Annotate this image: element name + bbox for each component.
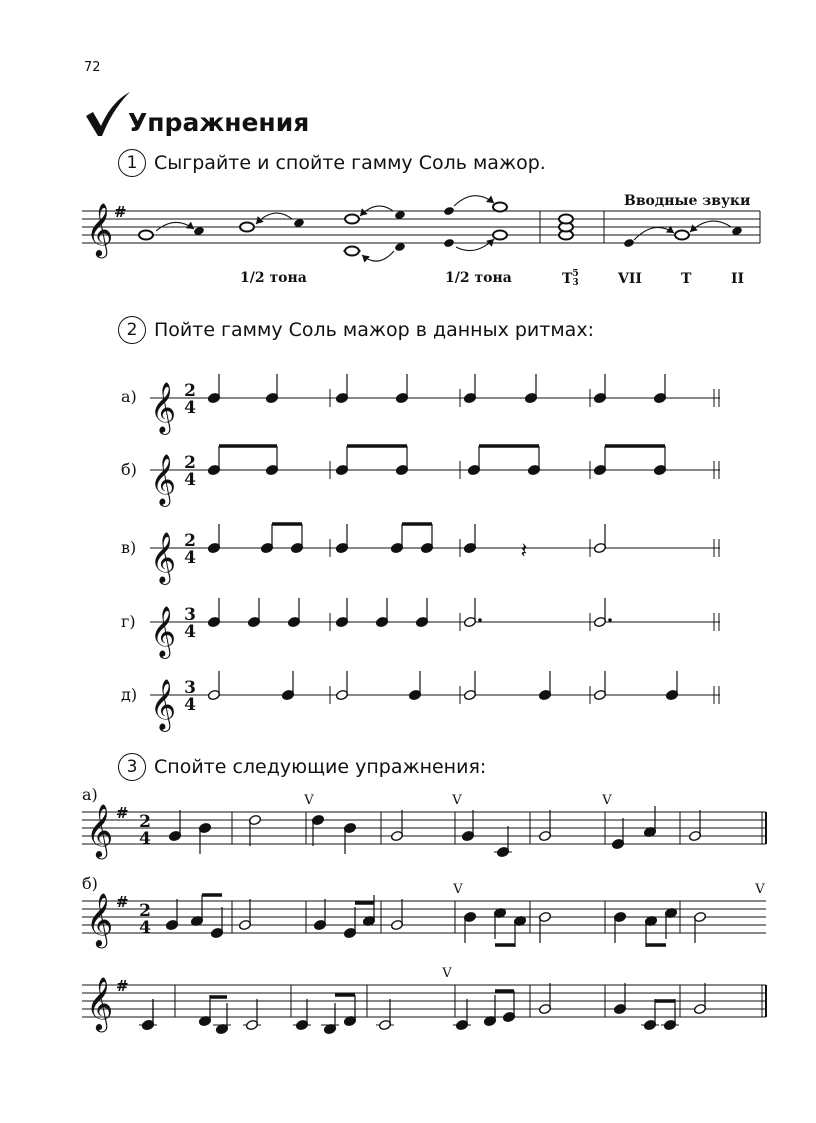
whole-note xyxy=(345,215,359,224)
treble-clef: 𝄞 xyxy=(150,679,177,730)
sharp-sign: # xyxy=(116,804,129,822)
tonic-triad-label: T5 3 xyxy=(562,269,579,288)
time-signature-top: 2 xyxy=(139,812,151,832)
time-signature-bottom: 4 xyxy=(184,622,196,642)
whole-note xyxy=(493,231,507,240)
task-text: Пойте гамму Соль мажор в данных ритмах: xyxy=(154,319,594,341)
breath-mark: V xyxy=(755,882,765,897)
task-text: Сыграйте и спойте гамму Соль мажор. xyxy=(154,152,546,174)
treble-clef: 𝄞 xyxy=(150,454,177,505)
arrow-head xyxy=(690,224,698,232)
whole-note xyxy=(493,203,507,212)
breath-mark: V xyxy=(304,793,314,808)
time-signature-top: 2 xyxy=(184,531,196,551)
degree-vii-label: VII xyxy=(618,271,642,287)
time-signature-bottom: 4 xyxy=(139,829,151,849)
sharp-sign: # xyxy=(116,893,129,911)
time-signature-bottom: 4 xyxy=(184,695,196,715)
task-number: 1 xyxy=(118,149,146,177)
treble-clef: 𝄞 xyxy=(86,202,114,256)
rhythm-row-label: а) xyxy=(121,387,137,406)
breath-mark: V xyxy=(452,793,462,808)
rhythm-row-label: б) xyxy=(121,460,137,479)
breath-mark: V xyxy=(442,966,452,981)
whole-note xyxy=(345,247,359,256)
whole-note xyxy=(240,223,254,232)
time-signature-bottom: 4 xyxy=(139,918,151,938)
exercise-label: а) xyxy=(82,785,98,804)
sharp-sign: # xyxy=(116,977,129,995)
rhythm-row-label: д) xyxy=(121,685,138,704)
degree-ii-label: II xyxy=(731,271,745,287)
degree-t-label: T xyxy=(681,271,692,287)
arrow-head xyxy=(360,208,368,216)
whole-note xyxy=(675,231,689,240)
treble-clef: 𝄞 xyxy=(86,803,114,857)
treble-clef: 𝄞 xyxy=(150,382,177,433)
rhythm-row-label: г) xyxy=(121,612,136,631)
small-note-head xyxy=(623,238,635,248)
arrow-head xyxy=(362,255,370,263)
treble-clef: 𝄞 xyxy=(86,892,114,946)
time-signature-top: 2 xyxy=(184,453,196,473)
quarter-rest: 𝄽 xyxy=(520,539,528,564)
exercise-label: б) xyxy=(82,874,98,893)
interval-arrow xyxy=(634,227,674,240)
time-signature-top: 2 xyxy=(139,901,151,921)
augmentation-dot xyxy=(608,618,612,622)
time-signature-bottom: 4 xyxy=(184,470,196,490)
page-number: 72 xyxy=(84,60,101,75)
time-signature-bottom: 4 xyxy=(184,398,196,418)
time-signature-top: 3 xyxy=(184,678,196,698)
arrow-head xyxy=(486,195,494,203)
whole-note xyxy=(139,231,153,240)
task-number: 2 xyxy=(118,316,146,344)
task-text: Спойте следующие упражнения: xyxy=(154,756,487,778)
treble-clef: 𝄞 xyxy=(150,532,177,583)
breath-mark: V xyxy=(453,882,463,897)
small-note-head xyxy=(443,206,455,216)
time-signature-top: 3 xyxy=(184,605,196,625)
half-tone-label: 1/2 тона xyxy=(445,270,512,286)
leading-tones-label: Вводные звуки xyxy=(624,193,751,209)
rhythm-row-label: в) xyxy=(121,538,137,557)
whole-note xyxy=(559,215,573,224)
breath-mark: V xyxy=(602,793,612,808)
small-note-head xyxy=(443,238,455,248)
task-number: 3 xyxy=(118,753,146,781)
treble-clef: 𝄞 xyxy=(150,606,177,657)
half-tone-label: 1/2 тона xyxy=(240,270,307,286)
arrow-head xyxy=(256,216,264,224)
treble-clef: 𝄞 xyxy=(86,976,114,1030)
sharp-sign: # xyxy=(114,203,127,221)
time-signature-bottom: 4 xyxy=(184,548,196,568)
time-signature-top: 2 xyxy=(184,381,196,401)
augmentation-dot xyxy=(478,618,482,622)
section-title: Упражнения xyxy=(128,108,310,137)
